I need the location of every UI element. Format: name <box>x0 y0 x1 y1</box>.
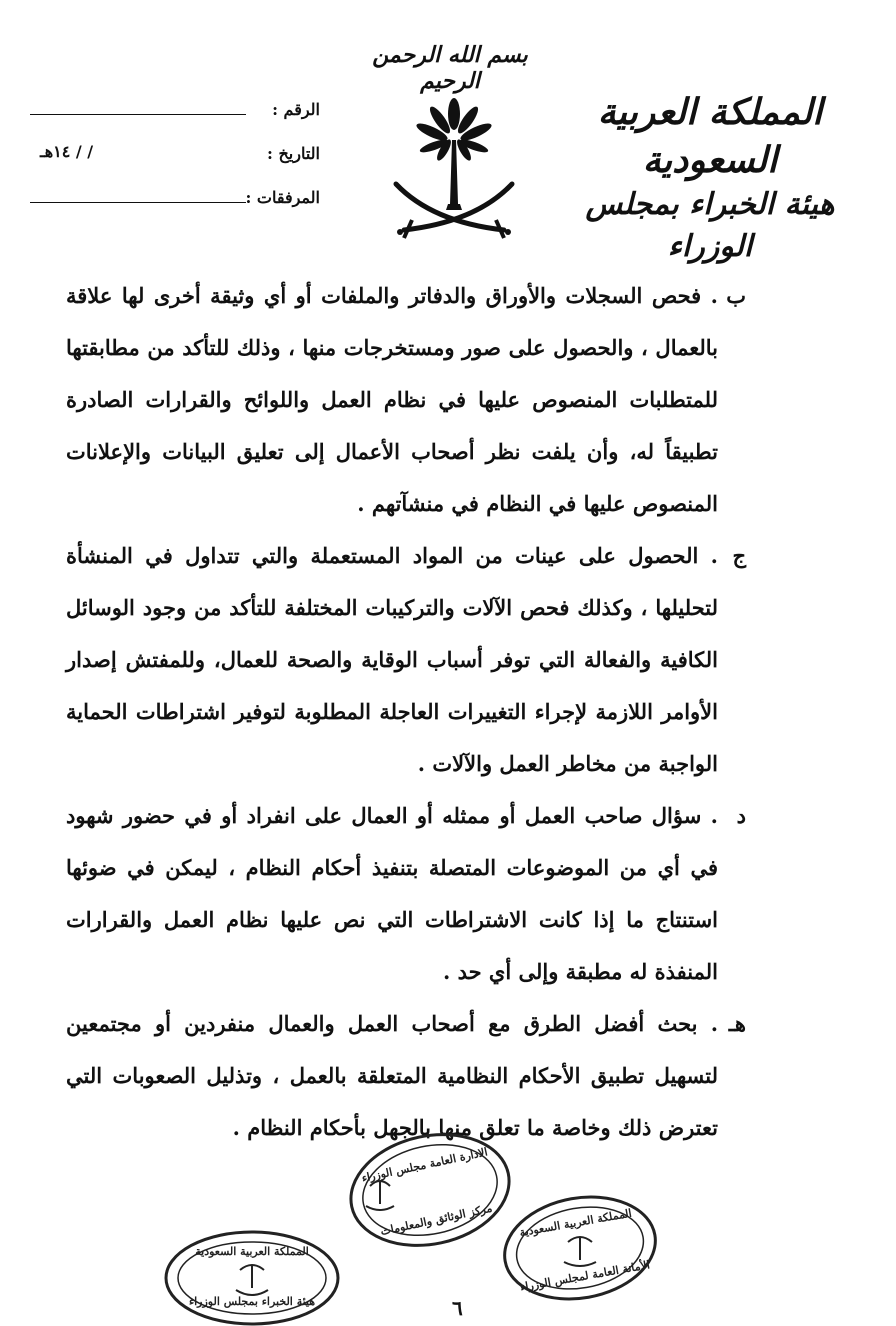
stamp-left-top: المملكة العربية السعودية <box>195 1245 309 1258</box>
item-letter: ج <box>732 543 746 568</box>
stamp-right-top: المملكة العربية السعودية <box>518 1206 633 1240</box>
stamp-left-bottom: هيئة الخبراء بمجلس الوزراء <box>188 1295 316 1308</box>
list-item <box>66 790 746 998</box>
reference-label: الرقم : <box>272 100 320 119</box>
item-text: . سؤال صاحب العمل أو ممثله أو العمال على انفراد أو في حضور شهود في أي من الموضوعات المتصلة بتنفيذ أحكام النظام ، ليمكن في ضوئها استنتاج ما إذا كانت الاشتراطات التي نص عليها نظام العمل والقرارات المنفذة له مطبقة وإلى أي حد . <box>66 803 718 984</box>
attachments-label: المرفقات : <box>245 188 320 207</box>
page-number: ٦ <box>452 1296 463 1320</box>
stamp-right-bottom: الأمانة العامة لمجلس الوزراء <box>519 1258 651 1294</box>
item-letter: ب <box>726 283 746 308</box>
stamp-expert-commission <box>166 1232 338 1324</box>
list-item <box>66 270 746 530</box>
attachments-row <box>30 184 320 228</box>
list-item <box>66 530 746 790</box>
item-text: . فحص السجلات والأوراق والدفاتر والملفات أو أي وثيقة أخرى لها علاقة بالعمال ، والحصول على صور ومستخرجات منها ، وذلك للتأكد من مطابقتها للمتطلبات المنصوص عليها في نظام العمل واللوائح والقرارات الصادرة تطبيقاً له، وأن يلفت نظر أصحاب الأعمال إلى تعليق البيانات والإعلانات المنصوص عليها في النظام في منشآتهم . <box>66 283 718 516</box>
stamp-center-top: الادارة العامة مجلس الوزراء <box>360 1145 489 1185</box>
official-stamps <box>0 1120 896 1326</box>
stamp-cabinet-administration <box>341 1121 520 1260</box>
reference-row <box>30 96 320 140</box>
document-meta <box>30 96 320 228</box>
document-body <box>66 270 746 1154</box>
item-text: . الحصول على عينات من المواد المستعملة والتي تتداول في المنشأة لتحليلها ، وكذلك فحص الآلات والتركيبات المختلفة للتأكد من وجود الوسائل الكافية والفعالة التي توفر أسباب الوقاية والصحة للعمال، وللمفتش إصدار الأوامر اللازمة لإجراء التغييرات العاجلة المطلوبة لتوفير اشتراطات الحماية الواجبة من مخاطر العمل والآلات . <box>66 543 718 776</box>
item-letter: د <box>736 803 746 828</box>
saudi-emblem-icon <box>392 92 516 242</box>
item-letter: هـ <box>728 1011 746 1036</box>
org-country: المملكة العربية السعودية <box>597 91 823 181</box>
item-text: . بحث أفضل الطرق مع أصحاب العمل والعمال منفردين أو مجتمعين لتسهيل تطبيق الأحكام النظامية المتعلقة بالعمل ، وتذليل الصعوبات التي تعترض ذلك وخاصة ما تعلق منها بالجهل بأحكام النظام . <box>66 1011 718 1140</box>
date-value: / / ١٤هـ <box>40 142 94 161</box>
stamp-center-bottom: مركز الوثائق والمعلومات <box>379 1201 494 1239</box>
date-row <box>30 140 320 184</box>
stamp-general-secretariat <box>496 1186 663 1311</box>
org-authority: هيئة الخبراء بمجلس الوزراء <box>585 187 835 264</box>
organization-header <box>560 88 860 268</box>
reference-line <box>30 114 246 115</box>
date-label: التاريخ : <box>266 144 320 163</box>
attachments-line <box>30 202 246 203</box>
basmala: بسم الله الرحمن الرحيم <box>372 42 528 94</box>
